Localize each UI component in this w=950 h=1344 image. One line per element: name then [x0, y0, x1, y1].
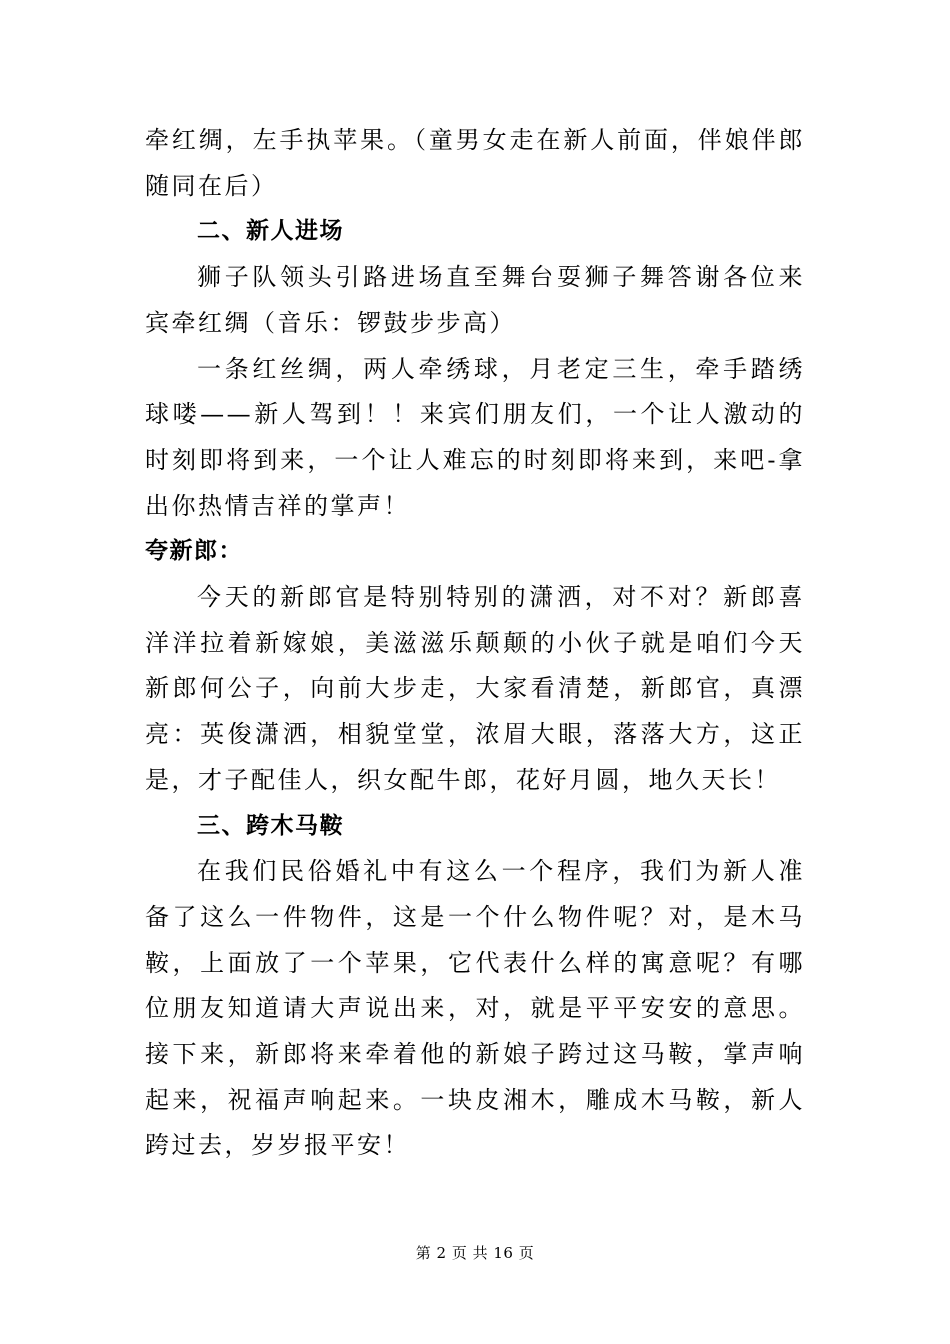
- section-heading: 夸新郎：: [145, 538, 243, 565]
- section-heading: 二、新人进场: [197, 218, 344, 245]
- paragraph: 一条红丝绸，两人牵绣球，月老定三生，牵手踏绣球喽——新人驾到！！来宾们朋友们，一个让人激动的时刻即将到来，一个让人难忘的时刻即将来到，来吧-拿出你热情吉祥的掌声！: [145, 354, 805, 520]
- paragraph: 在我们民俗婚礼中有这么一个程序，我们为新人准备了这么一件物件，这是一个什么物件呢？对，是木马鞍，上面放了一个苹果，它代表什么样的寓意呢？有哪位朋友知道请大声说出来，对，就是平平安安的意思。接下来，新郎将来牵着他的新娘子跨过这马鞍，掌声响起来，祝福声响起来。一块皮湘木，雕成木马鞍，新人跨过去，岁岁报平安！: [145, 857, 805, 1160]
- document-body: [145, 118, 805, 1169]
- section-heading: 三、跨木马鞍: [197, 812, 344, 839]
- paragraph: 牵红绸，左手执苹果。（童男女走在新人前面，伴娘伴郎随同在后）: [145, 126, 805, 200]
- paragraph: 狮子队领头引路进场直至舞台耍狮子舞答谢各位来宾牵红绸（音乐：锣鼓步步高）: [145, 263, 805, 337]
- paragraph: 今天的新郎官是特别特别的潇洒，对不对？新郎喜洋洋拉着新嫁娘，美滋滋乐颠颠的小伙子就是咱们今天新郎何公子，向前大步走，大家看清楚，新郎官，真漂亮：英俊潇洒，相貌堂堂，浓眉大眼，落落大方，这正是，才子配佳人，织女配牛郎，花好月圆，地久天长！: [145, 583, 805, 794]
- page-number-footer: 第 2 页 共 16 页: [415, 1244, 535, 1262]
